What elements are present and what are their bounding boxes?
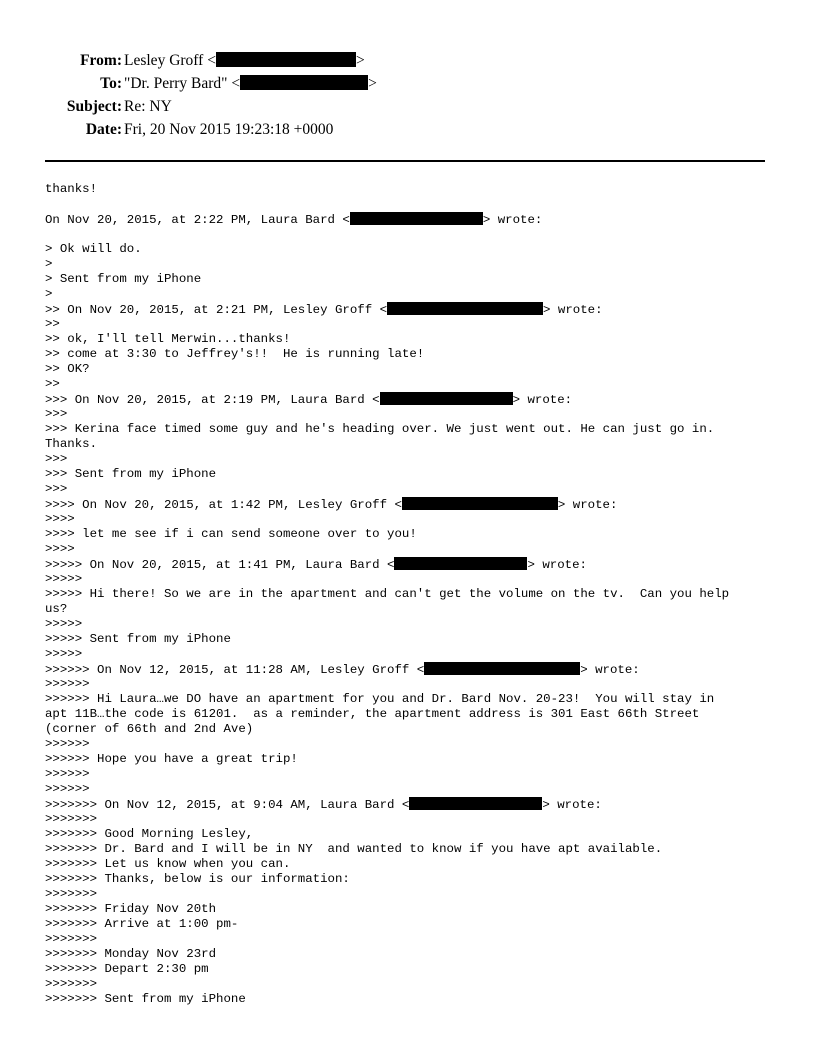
body-line: Thanks. (45, 437, 98, 451)
attribution-text: >>>>>> On Nov 12, 2015, at 11:28 AM, Lesley Groff < (45, 663, 425, 677)
redacted-email (216, 52, 356, 67)
body-line: >>>>>>> Good Morning Lesley, (45, 827, 254, 841)
body-line: >>>>>>> Dr. Bard and I will be in NY and wanted to know if you have apt available. (45, 842, 663, 856)
body-line: >>>>> Sent from my iPhone (45, 632, 231, 646)
attribution-text: >>>>> On Nov 20, 2015, at 1:41 PM, Laura Bard < (45, 558, 395, 572)
body-line: >>>>>>> Depart 2:30 pm (45, 962, 209, 976)
redacted-email (424, 662, 580, 675)
from-label: From: (80, 52, 122, 69)
subject-label: Subject: (66, 98, 122, 115)
to-row (0, 73, 816, 95)
to-name: "Dr. Perry Bard" < (124, 75, 241, 92)
body-line: >>>>>>> Sent from my iPhone (45, 992, 246, 1006)
body-line: >>>>>>> Let us know when you can. (45, 857, 291, 871)
attribution-wrote: > wrote: (542, 798, 602, 812)
from-row (0, 50, 816, 72)
date-label: Date: (85, 121, 122, 138)
body-line: >>> (45, 407, 68, 421)
body-line: >>>>>>> Thanks, below is our information: (45, 872, 350, 886)
body-line: >> (45, 317, 60, 331)
body-line: >> (45, 377, 60, 391)
body-line: >>>> let me see if i can send someone over to you! (45, 527, 417, 541)
body-line: >>>>>>> (45, 887, 98, 901)
body-line: >>>> (45, 512, 75, 526)
from-value (124, 50, 365, 72)
attribution-wrote: > wrote: (527, 558, 587, 572)
date-value: Fri, 20 Nov 2015 19:23:18 +0000 (124, 121, 334, 138)
attribution-text: On Nov 20, 2015, at 2:22 PM, Laura Bard < (45, 213, 350, 227)
redacted-email (387, 302, 543, 315)
body-line: us? (45, 602, 68, 616)
body-line: >>>>>>> Friday Nov 20th (45, 902, 217, 916)
subject-row (0, 96, 816, 118)
redacted-email (394, 557, 527, 570)
body-line: >>>>>> Hope you have a great trip! (45, 752, 298, 766)
body-line: >> OK? (45, 362, 90, 376)
attribution-wrote: > wrote: (557, 498, 618, 512)
body-line: >> come at 3:30 to Jeffrey's!! He is running late! (45, 347, 425, 361)
body-line: >>>>>>> (45, 812, 98, 826)
body-line: >>> (45, 482, 68, 496)
redacted-email (402, 497, 558, 510)
redacted-email (350, 212, 483, 225)
quote-attribution (45, 662, 775, 677)
email-body (45, 182, 775, 1007)
to-label: To: (100, 75, 122, 92)
attribution-text: >>> On Nov 20, 2015, at 2:19 PM, Laura Bard < (45, 393, 380, 407)
from-close: > (355, 52, 365, 69)
body-line: >>>>> Hi there! So we are in the apartment and can't get the volume on the tv. Can you help (45, 587, 730, 601)
body-line: >> ok, I'll tell Merwin...thanks! (45, 332, 291, 346)
redacted-email (380, 392, 513, 405)
attribution-text: >>>> On Nov 20, 2015, at 1:42 PM, Lesley Groff < (45, 498, 402, 512)
body-line: >>>>>> (45, 767, 90, 781)
attribution-text: >> On Nov 20, 2015, at 2:21 PM, Lesley Groff < (45, 303, 388, 317)
quote-attribution (45, 497, 775, 512)
quote-attribution (45, 797, 775, 812)
body-line: >>>>>>> Monday Nov 23rd (45, 947, 217, 961)
attribution-wrote: > wrote: (512, 393, 573, 407)
quote-attribution (45, 392, 775, 407)
body-line: apt 11B…the code is 61201. as a reminder, the apartment address is 301 East 66th Street (45, 707, 700, 721)
body-line: >>>>>>> (45, 932, 98, 946)
body-line: (corner of 66th and 2nd Ave) (45, 722, 254, 736)
body-line: >>>>>> (45, 737, 90, 751)
header-divider (45, 160, 765, 162)
body-line: >>> (45, 452, 68, 466)
body-line: > (45, 287, 53, 301)
quote-attribution (45, 212, 775, 227)
to-value (124, 73, 377, 95)
attribution-wrote: > wrote: (543, 303, 603, 317)
body-line: >>>>>>> (45, 977, 98, 991)
body-line: > Sent from my iPhone (45, 272, 202, 286)
body-line: >>>>> (45, 647, 83, 661)
attribution-wrote: > wrote: (482, 213, 543, 227)
body-line: >>> Sent from my iPhone (45, 467, 217, 481)
subject-value: Re: NY (124, 98, 172, 115)
redacted-email (409, 797, 542, 810)
quote-attribution (45, 302, 775, 317)
redacted-email (240, 75, 368, 90)
body-line: >>>>>>> Arrive at 1:00 pm- (45, 917, 239, 931)
attribution-text: >>>>>>> On Nov 12, 2015, at 9:04 AM, Laura Bard < (45, 798, 410, 812)
body-line: > (45, 257, 53, 271)
from-name: Lesley Groff < (124, 52, 216, 69)
quote-attribution (45, 557, 775, 572)
body-line: >>>>>> Hi Laura…we DO have an apartment for you and Dr. Bard Nov. 20-23! You will stay in (45, 692, 715, 706)
body-line: >>>>>> (45, 782, 90, 796)
body-line: >>>> (45, 542, 75, 556)
body-line: thanks! (45, 182, 98, 196)
date-row (0, 119, 816, 141)
attribution-wrote: > wrote: (580, 663, 640, 677)
to-close: > (368, 75, 377, 92)
body-line: > Ok will do. (45, 242, 142, 256)
body-line: >>>>>> (45, 677, 90, 691)
body-line: >>> Kerina face timed some guy and he's heading over. We just went out. He can just go in. (45, 422, 715, 436)
body-line: >>>>> (45, 572, 83, 586)
body-line: >>>>> (45, 617, 83, 631)
